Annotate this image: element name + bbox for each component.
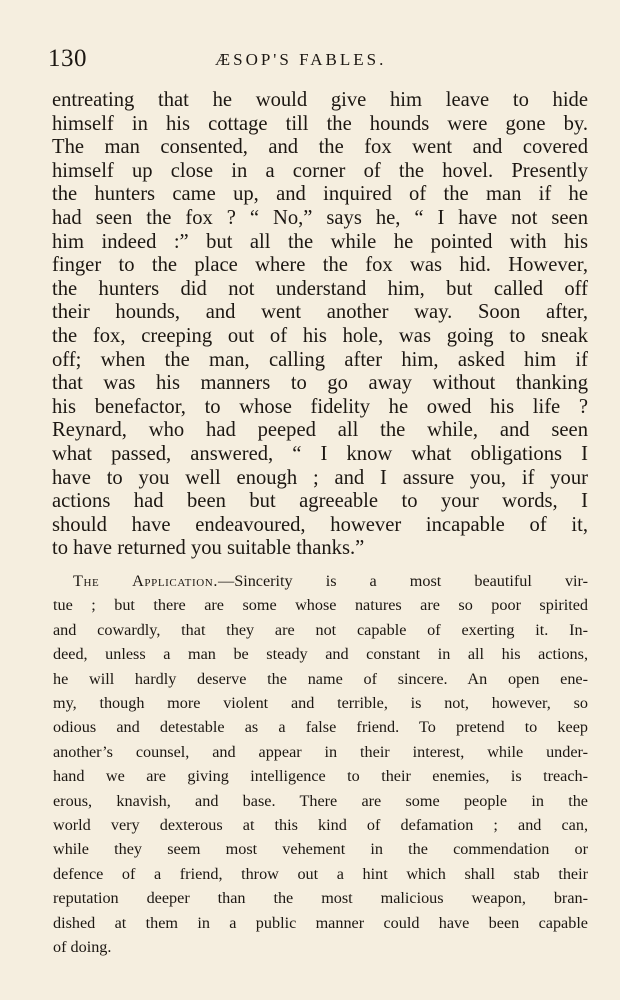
- application-line: erous, knavish, and base. There are some people in the: [53, 791, 588, 810]
- fable-line: the hunters came up, and inquired of the man if he: [52, 183, 588, 206]
- fable-line: what passed, answered, “ I know what obligations I: [52, 442, 588, 465]
- fable-line: off; when the man, calling after him, asked him if: [52, 348, 588, 371]
- fable-line: him indeed :” but all the while he pointed with his: [52, 230, 588, 253]
- application-section: [53, 569, 588, 960]
- fable-line: that was his manners to go away without thanking: [52, 372, 588, 395]
- application-line: while they seem most vehement in the commendation or: [53, 840, 588, 859]
- fable-line: should have endeavoured, however incapable of it,: [52, 513, 588, 536]
- application-line: dished at them in a public manner could have been capable: [53, 913, 588, 932]
- application-line: hand we are giving intelligence to their enemies, is treach-: [53, 767, 588, 786]
- application-line: of doing.: [53, 938, 112, 957]
- fable-line: Reynard, who had peeped all the while, and seen: [52, 419, 588, 442]
- application-line: world very dexterous at this kind of defamation ; and can,: [53, 816, 588, 835]
- application-line: defence of a friend, throw out a hint which shall stab their: [53, 864, 588, 883]
- fable-line: The man consented, and the fox went and covered: [52, 136, 588, 159]
- application-line: he will hardly deserve the name of sincere. An open ene-: [53, 669, 588, 688]
- fable-line: the fox, creeping out of his hole, was going to sneak: [52, 324, 588, 347]
- fable-line: his benefactor, to whose fidelity he owed his life ?: [52, 395, 588, 418]
- application-line: odious and detestable as a false friend. To pretend to keep: [53, 718, 588, 737]
- fable-line: the hunters did not understand him, but called off: [52, 277, 588, 300]
- application-first-line: [53, 569, 588, 593]
- application-line: tue ; but there are some whose natures are so poor spirited: [53, 596, 588, 615]
- application-line: my, though more violent and terrible, is not, however, so: [53, 694, 588, 713]
- fable-line: finger to the place where the fox was hid. However,: [52, 254, 588, 277]
- application-line: deed, unless a man be steady and constant in all his actions,: [53, 645, 588, 664]
- application-line: reputation deeper than the most malicious weapon, bran-: [53, 889, 588, 908]
- application-first-line-text: —Sincerity is a most beautiful vir-: [218, 572, 588, 590]
- application-line: another’s counsel, and appear in their interest, while under-: [53, 742, 588, 761]
- fable-line: entreating that he would give him leave to hide: [52, 89, 588, 111]
- fable-line: himself in his cottage till the hounds were gone by.: [52, 112, 588, 135]
- fable-text: [52, 89, 588, 561]
- running-head: ÆSOP'S FABLES.: [215, 50, 387, 69]
- application-heading: The Application.: [73, 572, 219, 590]
- fable-line: himself up close in a corner of the hovel. Presently: [52, 159, 588, 182]
- fable-line: have to you well enough ; and I assure you, if your: [52, 466, 588, 489]
- fable-line: actions had been but agreeable to your words, I: [52, 490, 588, 513]
- fable-line: had seen the fox ? “ No,” says he, “ I have not seen: [52, 206, 588, 229]
- page-number: 130: [48, 45, 87, 72]
- fable-line: their hounds, and went another way. Soon after,: [52, 301, 588, 324]
- application-line: and cowardly, that they are not capable of exerting it. In-: [53, 620, 588, 639]
- fable-line: to have returned you suitable thanks.”: [52, 537, 365, 560]
